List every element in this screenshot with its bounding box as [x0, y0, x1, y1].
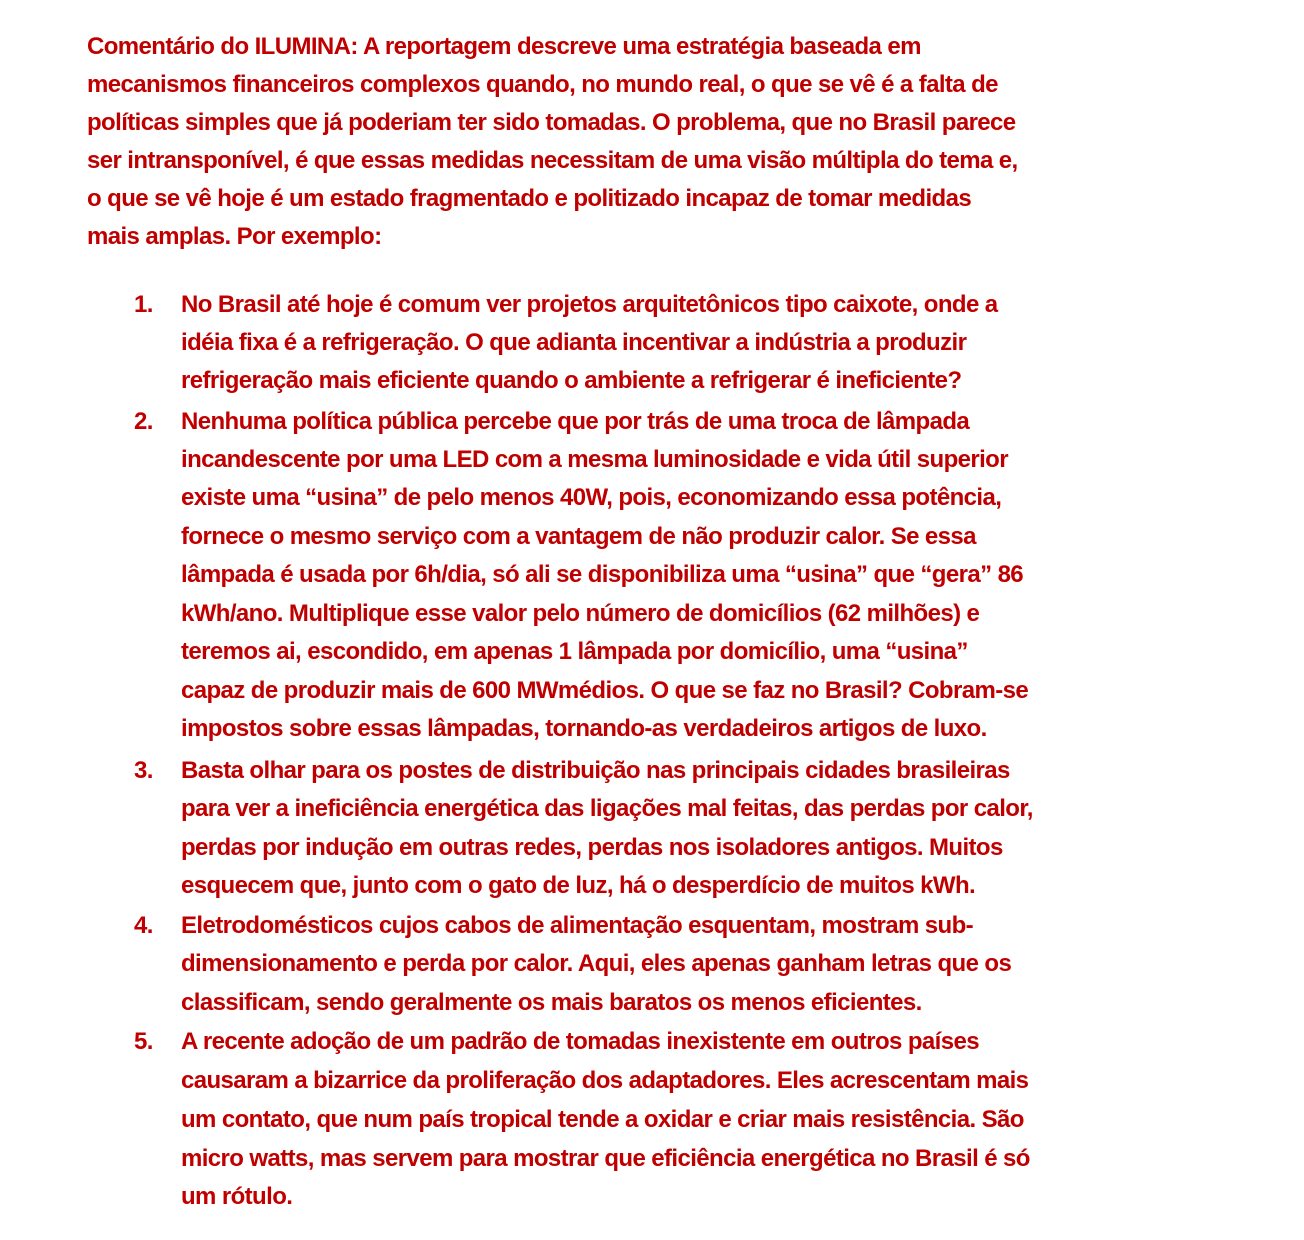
list-number: 1. [134, 291, 153, 318]
list-item-line: esquecem que, junto com o gato de luz, há o desperdício de muitos kWh. [181, 872, 976, 899]
intro-line: mais amplas. Por exemplo: [87, 223, 382, 250]
list-item-line: Eletrodomésticos cujos cabos de alimentação esquentam, mostram sub- [181, 912, 974, 939]
list-item-line: teremos ai, escondido, em apenas 1 lâmpada por domicílio, uma “usina” [181, 638, 968, 665]
intro-line: ser intransponível, é que essas medidas necessitam de uma visão múltipla do tema e, [87, 147, 1018, 174]
list-number: 4. [134, 912, 153, 939]
list-item-line: No Brasil até hoje é comum ver projetos arquitetônicos tipo caixote, onde a [181, 291, 998, 318]
list-item-line: um contato, que num país tropical tende a oxidar e criar mais resistência. São [181, 1106, 1024, 1133]
list-item-line: impostos sobre essas lâmpadas, tornando-as verdadeiros artigos de luxo. [181, 715, 987, 742]
intro-line: Comentário do ILUMINA: A reportagem descreve uma estratégia baseada em [87, 33, 921, 60]
list-item-line: A recente adoção de um padrão de tomadas inexistente em outros países [181, 1028, 979, 1055]
list-item-line: refrigeração mais eficiente quando o ambiente a refrigerar é ineficiente? [181, 367, 962, 394]
list-item-line: classificam, sendo geralmente os mais baratos os menos eficientes. [181, 989, 922, 1016]
list-item-line: lâmpada é usada por 6h/dia, só ali se disponibiliza uma “usina” que “gera” 86 [181, 561, 1024, 588]
list-item-line: um rótulo. [181, 1183, 293, 1210]
list-item-line: dimensionamento e perda por calor. Aqui, eles apenas ganham letras que os [181, 950, 1012, 977]
list-number: 3. [134, 757, 153, 784]
list-item-line: incandescente por uma LED com a mesma luminosidade e vida útil superior [181, 446, 1008, 473]
list-item-line: micro watts, mas servem para mostrar que eficiência energética no Brasil é só [181, 1145, 1030, 1172]
list-item-line: para ver a ineficiência energética das ligações mal feitas, das perdas por calor, [181, 795, 1033, 822]
list-item-line: existe uma “usina” de pelo menos 40W, pois, economizando essa potência, [181, 484, 1002, 511]
intro-line: o que se vê hoje é um estado fragmentado e politizado incapaz de tomar medidas [87, 185, 972, 212]
intro-line: políticas simples que já poderiam ter sido tomadas. O problema, que no Brasil parece [87, 109, 1016, 136]
list-item-line: fornece o mesmo serviço com a vantagem de não produzir calor. Se essa [181, 523, 976, 550]
list-item-line: kWh/ano. Multiplique esse valor pelo número de domicílios (62 milhões) e [181, 600, 980, 627]
intro-line: mecanismos financeiros complexos quando, no mundo real, o que se vê é a falta de [87, 71, 998, 98]
list-item-line: Basta olhar para os postes de distribuição nas principais cidades brasileiras [181, 757, 1010, 784]
list-item-line: capaz de produzir mais de 600 MWmédios. O que se faz no Brasil? Cobram-se [181, 677, 1029, 704]
list-item-line: idéia fixa é a refrigeração. O que adianta incentivar a indústria a produzir [181, 329, 967, 356]
list-number: 5. [134, 1028, 153, 1055]
list-number: 2. [134, 408, 153, 435]
list-item-line: Nenhuma política pública percebe que por trás de uma troca de lâmpada [181, 408, 970, 435]
list-item-line: perdas por indução em outras redes, perdas nos isoladores antigos. Muitos [181, 834, 1003, 861]
list-item-line: causaram a bizarrice da proliferação dos adaptadores. Eles acrescentam mais [181, 1067, 1029, 1094]
